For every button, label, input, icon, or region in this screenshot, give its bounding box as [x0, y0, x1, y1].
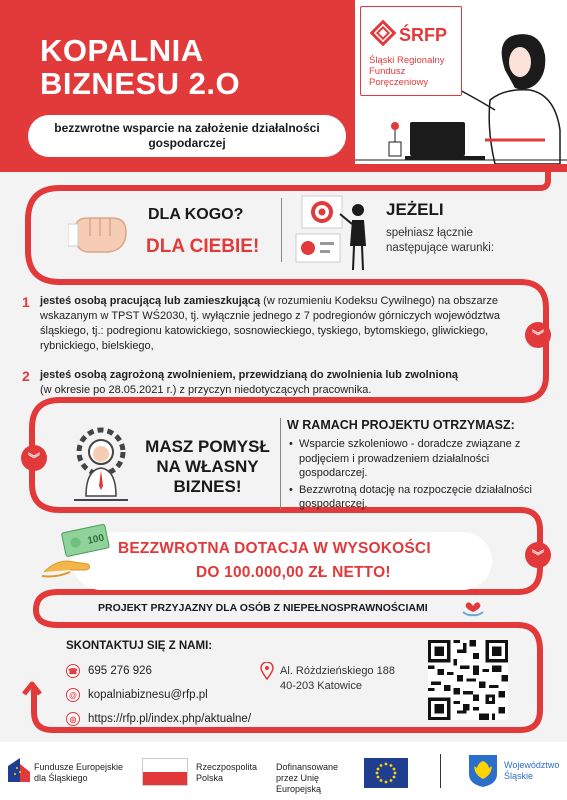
globe-icon: ◎ [66, 712, 80, 726]
logo-description: Śląski Regionalny Fundusz Poręczeniowy [369, 55, 445, 88]
project-benefits-title: W RAMACH PROJEKTU OTRZYMASZ: [287, 418, 515, 432]
cofinanced-text: Dofinansowane przez Unię Europejską [276, 762, 339, 794]
accessibility-note: PROJEKT PRZYJAZNY DLA OSÓB Z NIEPEŁNOSPRAWNOŚCIAMI [98, 602, 428, 614]
chevron-down-icon: ︾ [21, 445, 47, 471]
address [280, 664, 395, 694]
condition-number: 2 [22, 368, 30, 384]
republic-text: Rzeczpospolita Polska [196, 762, 258, 783]
list-item: • Bezzwrotną dotację na rozpoczęcie działalności gospodarczej. [287, 483, 535, 512]
contact-title: SKONTAKTUJ SIĘ Z NAMI: [66, 640, 213, 652]
srfp-logo [360, 6, 462, 96]
condition-text: (w okresie po 28.05.2021 r.) z przyczyn niedotyczących pracownika. [40, 384, 372, 396]
divider [281, 198, 282, 262]
chevron-down-icon: ︾ [525, 542, 551, 568]
address-street: Al. Różdzieńskiego 188 [280, 665, 395, 677]
address-city: 40-203 Katowice [280, 680, 362, 692]
website-link[interactable]: https://rfp.pl/index.php/aktualne/ [88, 713, 252, 725]
chevron-down-icon: ︾ [525, 322, 551, 348]
grant-amount: DO 100.000,00 ZŁ NETTO! [196, 564, 391, 581]
target-presentation-icon [290, 192, 380, 274]
arrow-up-icon [22, 680, 42, 700]
condition-bold-text: jesteś osobą zagrożoną zwolnieniem, przewidzianą do zwolnienia lub zwolnioną [40, 369, 459, 381]
title-line-2: BIZNESU 2.O [40, 66, 241, 101]
title-line-1: KOPALNIA [40, 33, 204, 68]
divider [280, 418, 281, 510]
srfp-logo-mark [369, 19, 397, 47]
idea-heading [140, 437, 275, 497]
idea-line: MASZ POMYSŁ [145, 437, 270, 456]
money-hand-icon [40, 524, 116, 586]
phone-number[interactable]: 695 276 926 [88, 665, 152, 677]
list-item: • Wsparcie szkoleniowo - doradcze związane z podjęciem i prowadzeniem działalności gospodarczej. [287, 437, 535, 481]
idea-line: NA WŁASNY [156, 457, 259, 476]
region-text: Województwo Śląskie [504, 760, 560, 781]
condition-number: 1 [22, 294, 30, 310]
page-title [40, 34, 240, 100]
contact-website[interactable] [66, 712, 251, 726]
heart-hands-icon [462, 596, 484, 618]
logo-name: ŚRFP [399, 25, 448, 45]
who-answer: DLA CIEBIE! [146, 236, 260, 257]
subtitle-pill: bezzwrotne wsparcie na założenie działalności gospodarczej [28, 115, 346, 157]
location-pin-icon [260, 662, 274, 680]
contact-email[interactable] [66, 688, 208, 702]
condition-title: JEŻELI [386, 200, 444, 219]
eu-flag-icon [364, 758, 408, 788]
divider [440, 754, 441, 788]
fist-icon [68, 208, 132, 258]
eu-funds-logo [8, 758, 30, 782]
phone-icon: ☎ [66, 664, 80, 678]
businessman-gears-icon [66, 426, 136, 508]
condition-item [40, 294, 520, 354]
project-benefits-list [287, 437, 535, 514]
idea-line: BIZNES! [173, 477, 242, 496]
eu-funds-text: Fundusze Europejskie dla Śląskiego [34, 762, 124, 783]
email-link[interactable]: kopalniabiznesu@rfp.pl [88, 689, 208, 701]
condition-text: (w rozumieniu Kodeksu Cywilnego) na obszarze wskazanym w TPST WŚ2030, tj. wyłącznie jednego z 7 podregionów górniczych województwa śląskiego, tj.: podregionu katowickiego, sosnowieckiego, tyskiego, bytomskiego, gliwickiego, rybnickiego, bielskiego, [40, 295, 500, 352]
footer-logos [0, 742, 567, 800]
poland-flag-icon [142, 758, 188, 786]
condition-item [40, 368, 520, 398]
who-question: DLA KOGO? [148, 206, 244, 223]
contact-phone[interactable] [66, 664, 152, 678]
condition-bold-text: jesteś osobą pracującą lub zamieszkującą [40, 295, 261, 307]
condition-description: spełniasz łącznie następujące warunki: [386, 227, 495, 254]
qr-code[interactable] [428, 640, 508, 720]
at-icon: @ [66, 688, 80, 702]
banknote-value: 100 [86, 532, 106, 547]
grant-heading: BEZZWROTNA DOTACJA W WYSOKOŚCI [118, 540, 431, 557]
silesia-coat-of-arms [468, 754, 498, 788]
